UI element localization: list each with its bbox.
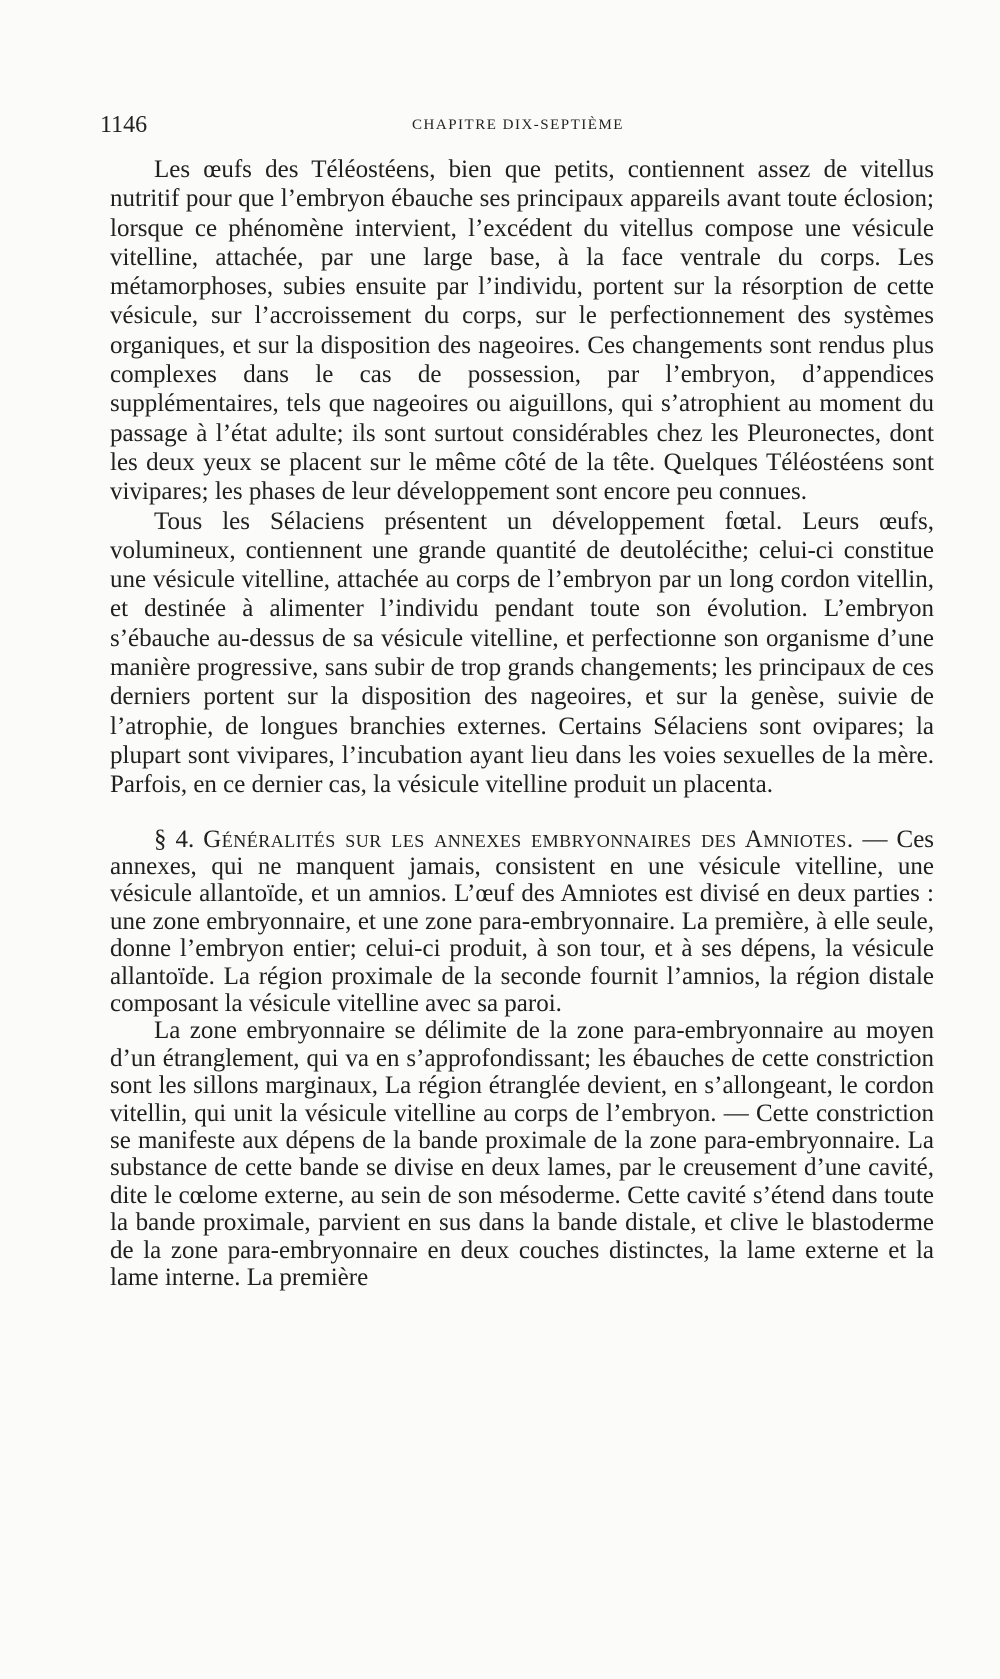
section-text: Ces annexes, qui ne manquent jamais, consistent en une vésicule vitelline, une vésicule allantoïde, et un amnios. L’œuf des Amniotes est divisé en deux parties : une zone embryonnaire, et une zone para-embryonnaire. La première, à elle seule, donne l’embryon entier; celui-ci produit, à son tour, et à ses dépens, la vésicule allantoïde. La région proximale de la seconde fournit l’amnios, la région distale composant la vésicule vitelline avec sa paroi. [110,825,935,1017]
running-head: CHAPITRE DIX-SEPTIÈME [412,117,624,133]
page-number: 1146 [100,112,148,138]
paragraph-zone-embryonnaire: La zone embryonnaire se délimite de la zone para-embryonnaire au moyen d’un étranglement, qui va en s’approfondissant; les ébauches de cette constriction sont les sillons marginaux, La région étranglée devient, en s’allongeant, le cordon vitellin, qui unit la vésicule vitelline au corps de l’embryon. — Cette constriction se manifeste aux dépens de la bande proximale de la zone para-embryonnaire. La substance de cette bande se divise en deux lames, par le creusement d’une cavité, dite le cœlome externe, au sein de son mésoderme. Cette cavité s’étend dans toute la bande proximale, parvient en sus dans la bande distale, et clive le blastoderme de la zone para-embryonnaire en deux couches distinctes, la lame externe et la lame interne. La première [110,1017,934,1292]
section-gap [110,800,934,826]
section-title: Généralités sur les annexes embryonnaires des Amniotes. [203,825,854,853]
section-dash: — [853,825,897,853]
page-body [110,155,934,1291]
page-header [100,112,936,142]
paragraph-section-4 [110,826,934,1018]
paragraph-teleosteens: Les œufs des Téléostéens, bien que petits, contiennent assez de vitellus nutritif pour que l’embryon ébauche ses principaux appareils avant toute éclosion; lorsque ce phénomène intervient, l’excédent du vitellus compose une vésicule vitelline, attachée, par une large base, à la face ventrale du corps. Les métamorphoses, subies ensuite par l’individu, portent sur la résorption de cette vésicule, sur l’accroissement du corps, sur le perfectionnement des systèmes organiques, et sur la disposition des nageoires. Ces changements sont rendus plus complexes dans le cas de possession, par l’embryon, d’appendices supplémentaires, tels que nageoires ou aiguillons, qui s’atrophient au moment du passage à l’état adulte; ils sont surtout considérables chez les Pleuronectes, dont les deux yeux se placent sur le même côté de la tête. Quelques Téléostéens sont vivipares; les phases de leur développement sont encore peu connues. [110,156,934,506]
section-number: § 4. [154,825,195,853]
paragraph-selaciens: Tous les Sélaciens présentent un développement fœtal. Leurs œufs, volumineux, contiennent une grande quantité de deutolécithe; celui-ci constitue une vésicule vitelline, attachée au corps de l’embryon par un long cordon vitellin, et destinée à alimenter l’individu pendant toute son évolution. L’embryon s’ébauche au-dessus de sa vésicule vitelline, et perfectionne son organisme d’une manière progressive, sans subir de trop grands changements; les principaux de ces derniers portent sur la disposition des nageoires, et sur la genèse, suivie de l’atrophie, de longues branchies externes. Certains Sélaciens sont ovipares; la plupart sont vivipares, l’incubation ayant lieu dans les voies sexuelles de la mère. Parfois, en ce dernier cas, la vésicule vitelline produit un placenta. [110,507,934,799]
